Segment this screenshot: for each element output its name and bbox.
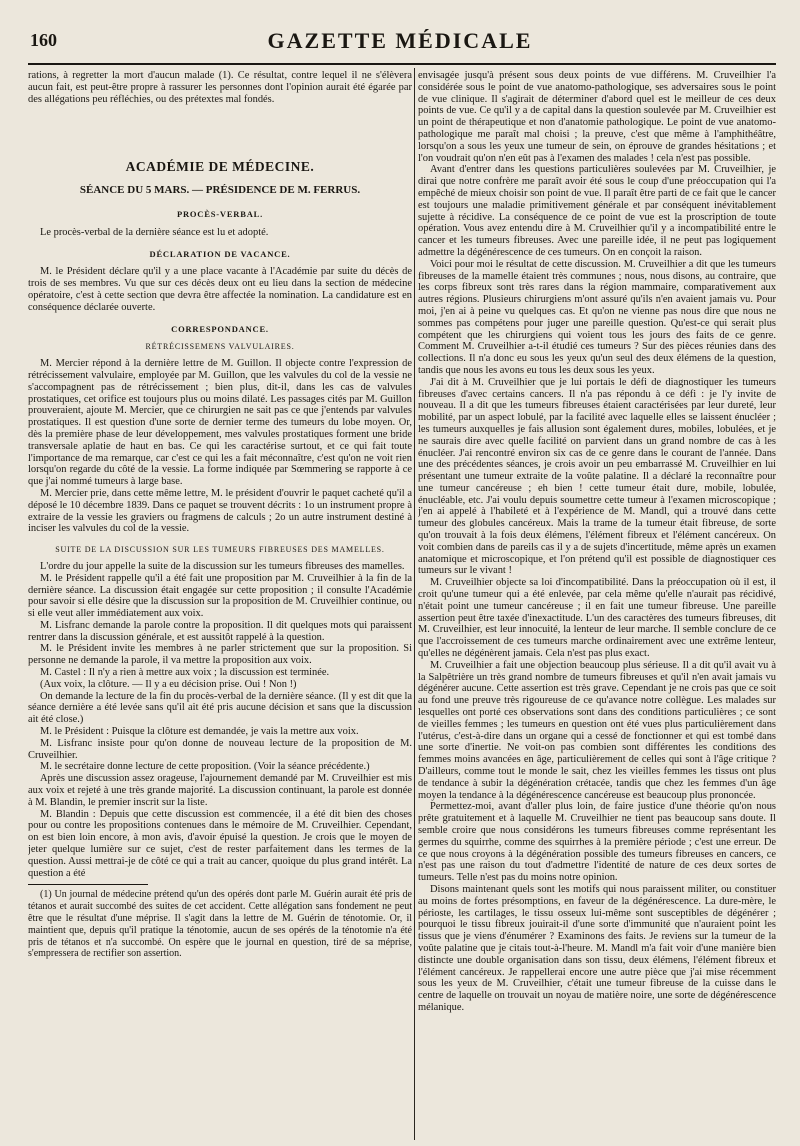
paragraph: M. Castel : Il n'y a rien à mettre aux voix ; la discussion est terminée. xyxy=(40,667,330,679)
subheading-vacance: DÉCLARATION DE VACANCE. xyxy=(149,248,291,259)
section-title: ACADÉMIE DE MÉDECINE. xyxy=(125,159,315,175)
column-separator xyxy=(414,68,415,1140)
paragraph: M. le secrétaire donne lecture de cette proposition. (Voir la séance précédente.) xyxy=(40,761,370,773)
seance-heading: SÉANCE DU 5 MARS. — PRÉSIDENCE DE M. FERRUS. xyxy=(79,184,361,197)
paragraph: envisagée jusqu'à présent sous deux points de vue différens. M. Cruveilhier l'a considérée sous le point de vue anatomo-pathologique, ses adversaires sous le point de vue clinique. Il s'agirait de déterminer d'abord quel est le meilleur de ces deux points de vue. Ce qu'il y a de capital dans la question soulevée par M. Cruveilhier est un point de thérapeutique et non d'anatomie pathologique. Le point de vue anatomo-pathologique me paraît mal choisi ; la preuve, c'est que même à l'amphithéâtre, lorsqu'on a sous les yeux une tumeur de sein, on éprouve de grandes hésitations ; et l'on voudrait qu'on n'en eût pas à l'examen des malades ! cela n'est pas possible. xyxy=(418,70,776,164)
left-column xyxy=(28,70,412,1136)
paragraph: M. le Président : Puisque la clôture est demandée, je vais la mettre aux voix. xyxy=(40,726,359,738)
paragraph: (Aux voix, la clôture. — Il y a eu décision prise. Oui ! Non !) xyxy=(40,678,297,690)
right-column xyxy=(418,70,776,1136)
paragraph: Le procès-verbal de la dernière séance est lu et adopté. xyxy=(40,226,269,238)
subheading-proces-verbal: PROCÈS-VERBAL. xyxy=(176,208,264,219)
page-number: 160 xyxy=(30,30,57,50)
footnote-rule xyxy=(28,884,148,885)
paragraph: M. Cruveilhier a fait une objection beaucoup plus sérieuse. Il a dit qu'il avait vu à la Salpêtrière un très grand nombre de tumeurs fibreuses et qu'il n'en avait jamais vu dégénérer aucune. Cette assertion est très grave. Cependant je ne crois pas que ce soit au fond une preuve très rigoureuse de ce qu'avance notre collègue. Les malades sur lesquelles ont porté ces observations sont dans des conditions particulières ; ce sont de vieilles femmes ; les tumeurs en question ont été vues plus particulièrement dans l'utérus, c'est-à-dire dans un organe qui a cessé de fonctionner et qui est tombé dans une sorte d'inertie. Ne voit-on pas combien sont différentes les conditions des femmes moins avancées en âge, particulièrement de celles qui sont à l'âge critique ? D'ailleurs, comme tout le monde le sait, chez les vieilles femmes les tissus ont plus de tendance à subir la dégénération crétacée, tandis que chez les femmes d'un âge moyen la tendance à la dégénérescence cancéreuse est beaucoup plus prononcée. xyxy=(418,659,776,801)
paragraph: M. Mercier prie, dans cette même lettre, M. le président d'ouvrir le paquet cacheté qu'il a déposé le 10 décembre 1839. Dans ce paquet se trouvent décrits : 1o un instrument propre à extraire de la vessie les graviers ou fragmens de calculs ; 2o un autre instrument destiné à inciser les valvules du col de la vessie. xyxy=(28,487,412,535)
paragraph: Voici pour moi le résultat de cette discussion. M. Cruveilhier a dit que les tumeurs fibreuses de la mamelle étaient très communes ; nous, nous disons, au contraire, que les corps fibreux sont très rares dans la région mammaire, comparativement aux autres régions. Plusieurs chirurgiens m'ont assuré qu'ils n'en avaient jamais vu. Pour moi, j'en ai à peine vu quelques cas. Et qu'on ne vienne pas nous dire que nous ne sommes pas compétens pour juger une pareille question. Qu'est-ce qui serait plus compétent que les chirurgiens qui voient tous les jours des faits de ce genre. Comment M. Cruveilhier a-t-il étudié ces tumeurs ? Sur des pièces réunies dans des collections. Il n'a donc eu sous les yeux qu'un seul des deux élémens de la question, tandis que nous les avons eu tous les deux sous les yeux. xyxy=(418,258,776,376)
paragraph: L'ordre du jour appelle la suite de la discussion sur les tumeurs fibreuses des mamelles. xyxy=(40,560,405,572)
header-rule xyxy=(28,63,776,65)
subheading-retrecissements: RÉTRÉCISSEMENS VALVULAIRES. xyxy=(145,342,295,352)
paragraph: M. le Président invite les membres à ne parler strictement que sur la proposition. Si personne ne demande la parole, il va mettre la proposition aux voix. xyxy=(28,643,412,667)
journal-title: GAZETTE MÉDICALE xyxy=(267,28,533,53)
paragraph: Après une discussion assez orageuse, l'ajournement demandé par M. Cruveilhier est mis aux voix et rejeté à une très grande majorité. La discussion continuant, la parole est donnée à M. Blandin, le premier inscrit sur la liste. xyxy=(28,773,412,808)
paragraph: rations, à regretter la mort d'aucun malade (1). Ce résultat, contre lequel il ne s'élèvera aucun fait, est peut-être propre à rassurer les personnes dont l'opinion aurait été égarée par des allégations peu réfléchies, ou des prétextes mal fondés. xyxy=(28,70,412,105)
paragraph: M. Cruveilhier objecte sa loi d'incompatibilité. Dans la préoccupation où il est, il croit qu'une tumeur qui a été enlevée, par cela même qu'elle n'aurait pas récidivé, n'était point une tumeur cancéreuse ; il en fait une tumeur fibreuse. Une pareille assertion peut être taxée d'inexactitude. L'un des caractères des tumeurs fibreuses, dit M. Cruveilhier, est leur innocuité, la lenteur de leur marche. Il semble conclure de ce que l'accroissement de ces tumeurs marche ordinairement avec une extrême lenteur, qu'elles ne dégénèrent jamais. Cela n'est pas plus exact. xyxy=(418,577,776,660)
paragraph: M. Lisfranc insiste pour qu'on donne de nouveau lecture de la proposition de M. Cruveilhier. xyxy=(28,737,412,761)
paragraph: M. Blandin : Depuis que cette discussion est commencée, il a été dit bien des choses pour ou contre les propositions contenues dans le mémoire de M. Cruveilhier. Cependant, on est bien loin encore, à mon avis, d'avoir épuisé la question. Je crois que le moyen de jeter quelque lumière sur ce sujet, c'est de rester parfaitement dans les termes de la question. Aussi mettrai-je de côté ce qui a trait au cancer, quoique du plus grand intérêt. La question a été xyxy=(28,808,412,879)
paragraph: M. Lisfranc demande la parole contre la proposition. Il dit quelques mots qui paraissent rentrer dans la discussion générale, et est aussitôt rappelé à la question. xyxy=(28,619,412,643)
paragraph: On demande la lecture de la fin du procès-verbal de la dernière séance. (Il y est dit que la séance dernière a été levée sans qu'il ait été pris aucune décision et sans que la discussion ait été close.) xyxy=(28,690,412,726)
subheading-correspondance: CORRESPONDANCE. xyxy=(171,323,269,334)
footnote: (1) Un journal de médecine prétend qu'un des opérés dont parle M. Guérin aurait été pris de tétanos et aurait succombé des suites de cet accident. Cette allégation sans fondement ne peut être que le résultat d'une méprise. Il s'agit dans la lettre de M. Guérin de ténotomie. Or, il maintient que, depuis qu'il pratique la ténotomie, aucun de ses opérés de la ténotomie n'a été pris de tétanos et n'a succombé. On espère que le journal en question, tiré de sa méprise, s'empressera de rectifier son assertion. xyxy=(28,889,412,960)
paragraph: M. Mercier répond à la dernière lettre de M. Guillon. Il objecte contre l'expression de rétrécissement valvulaire, employée par M. Guillon, que les valvules du col de la vessie ne s'accompagnent pas de rétrécissement ; bien plus, dit-il, dans les cas de valvules prostatiques, cet orifice est toujours plus ou moins dilaté. Les passages cités par M. Guillon prouveraient, ajoute M. Mercier, que ce chirurgien ne sait pas ce que j'entends par valvules prostatiques. Il est question d'une sorte de dernier terme des tumeurs du lobe moyen. Or, dès la première phase de leur développement, mes valvules prostatiques forment une bride transversale aplatie de haut en bas. Ce qui les caractérise surtout, et ce qui fait toute l'importance de ma remarque, car c'est ce qui les a fait méconnaître, c'est qu'on ne voit rien lorsqu'on regarde du côté de la vessie. La forme indiquée par Sœmmering se rapporte à ce que j'ai nommé tumeurs à large base. xyxy=(28,358,412,488)
paragraph: Avant d'entrer dans les questions particulières soulevées par M. Cruveilhier, je dirai que notre confrère me paraît avoir été sous le coup d'une préoccupation qui l'a empêché de mieux choisir son point de vue. Il paraît être parti de ce fait que le cancer est toujours une maladie primitivement générale et par conséquent inévitablement sujette à récidive. La conséquence de ce point de vue est la proscription de toute opération. Vous avez entendu dire à M. Cruveilhier qu'il y a incompatibilité entre le cancer et les tumeurs fibreuses. Avec une pareille idée, il ne peut pas logiquement admettre la dégénérescence de ces tumeurs. On en conçoit la raison. xyxy=(418,164,776,258)
paragraph: Disons maintenant quels sont les motifs qui nous paraissent militer, ou constituer au moins de fortes présomptions, en faveur de la dégénérescence. La dure-mère, le périoste, les cartilages, le tissu osseux lui-même sont susceptibles de dégénérer ; pourquoi le tissu fibreux jouirait-il d'une sorte d'immunité que n'auraient point les tissus que je viens d'énumérer ? Examinons des faits. Je reviens sur la tumeur de la voûte palatine que je citais tout-à-l'heure. M. Mandl m'a fait voir d'une manière bien distincte une double organisation dans son tissu, deux élémens, l'élément fibreux et l'élément cancéreux. Je rappellerai encore une autre pièce que j'ai mise récemment sous les yeux de M. Cruveilhier, c'était une tumeur fibreuse de la cuisse dans le centre de laquelle on trouvait un noyau de matière noire, une sorte de dégénérescence mélanique. xyxy=(418,883,776,1013)
paragraph: J'ai dit à M. Cruveilhier que je lui portais le défi de diagnostiquer les tumeurs fibreuses d'avec certains cancers. Il n'a pas répondu à ce défi : je l'y invite de nouveau. Il a dit que les tumeurs fibreuses étaient caractérisées par leur dureté, leur mobilité, par un aspect lobulé, par la facilité avec laquelle elles se laissent énucléer ; les tumeurs auxquelles je fais allusion sont également dures, mobiles, lobulées, et je ne saurais dire avec quelle facilité on parvient dans un grand nombre de cas à les énucléer. J'ai rencontré environ six cas de ce genre dans le courant de l'année. Dans une des précédentes séances, je crois avoir un peu embarrassé M. Cruveilhier en lui présentant une tumeur extraite de la voûte palatine. Il a déclaré la reconnaître pour une tumeur cancéreuse ; eh bien ! cette tumeur était dure, mobile, lobulée, énucléable, etc. J'ai voulu depuis soumettre cette tumeur à l'examen microscopique ; j'en ai appelé à l'habileté et à l'expérience de M. Mandl, qui a trouvé dans cette tumeur des globules cancéreux. Mais la trame de la tumeur était fibreuse, de sorte qu'on trouvait à la fois deux élémens, l'élément fibreux et l'élément cancéreux. On voit combien dans de pareils cas il y a de sujets d'incertitude, même après un examen anatomique et microscopique, et l'on prétend qu'il est possible de diagnostiquer ces tumeurs sur le vivant ! xyxy=(418,376,776,577)
subheading-suite-discussion: SUITE DE LA DISCUSSION SUR LES TUMEURS FIBREUSES DES MAMELLES. xyxy=(55,545,385,555)
paragraph: Permettez-moi, avant d'aller plus loin, de faire justice d'une théorie qu'on nous prête gratuitement et à laquelle M. Cruveilhier ne tient pas beaucoup sans doute. Il semble croire que nous considérons les tumeurs fibreuses comme représentant les germes du squirrhe, comme des squirrhes à la première période ; c'est une erreur. De ce que nous croyons à la dégénération possible des tumeurs fibreuses en cancers, ce n'est pas une raison du tout d'admettre l'identité de nature de ces deux sortes de tumeurs. Telle n'est pas du moins notre opinion. xyxy=(418,801,776,884)
paragraph: M. le Président déclare qu'il y a une place vacante à l'Académie par suite du décès de trois de ses membres. Vu que sur ces décès deux ont eu lieu dans la section de médecine opératoire, c'est à cette section que devra être affectée la nomination. La candidature est en conséquence déclarée ouverte. xyxy=(28,266,412,313)
paragraph: M. le Président rappelle qu'il a été fait une proposition par M. Cruveilhier à la fin de la dernière séance. La discussion était engagée sur cette proposition ; il consulte l'Académie pour savoir si elle désire que la discussion sur la proposition de M. Cruveilhier continue, ou si elle veut aller immédiatement aux voix. xyxy=(28,572,412,620)
